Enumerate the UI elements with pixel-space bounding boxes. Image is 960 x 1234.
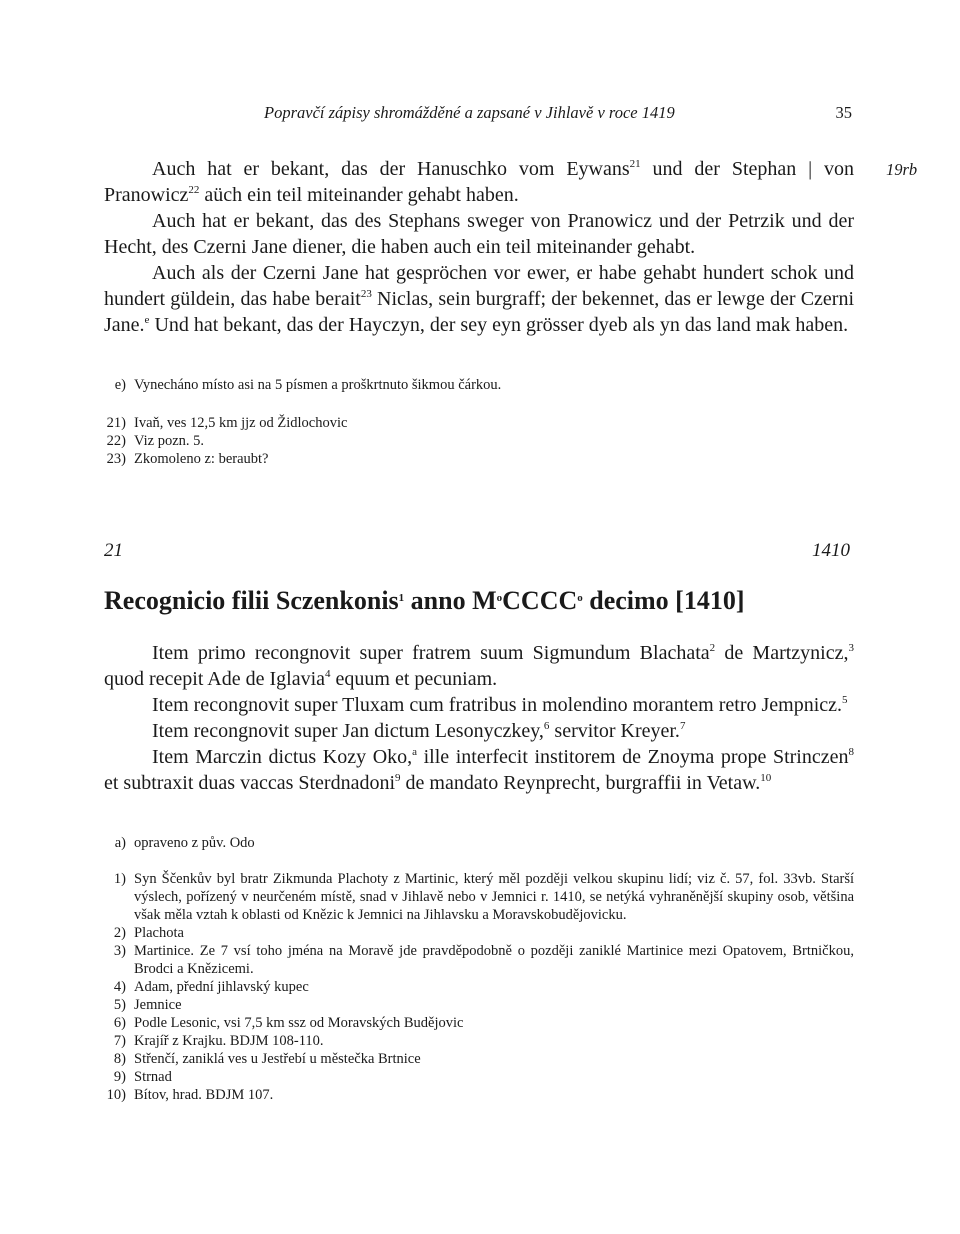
- note-text: Martinice. Ze 7 vsí toho jména na Moravě jde pravděpodobně o později zaniklé Martinice mezi Opatovem, Brtničkou, Brodci a Knězicemi.: [134, 943, 854, 977]
- page-number: 35: [835, 103, 852, 122]
- note-text: opraveno z pův. Odo: [134, 835, 255, 851]
- note-key: 9): [113, 1069, 126, 1085]
- note-row: [98, 376, 854, 394]
- note-text: Adam, přední jihlavský kupec: [134, 979, 309, 995]
- paragraph: Item primo recongnovit super fratrem suum Sigmundum Blachata$^2$ de Martzynicz,$^3$ quod recepit Ade de Iglavia$^4$ equum et pecuniam.: [104, 642, 854, 690]
- footnote-ref: 23: [360, 288, 372, 300]
- note-key: 23): [106, 451, 126, 467]
- note-key: 5): [113, 997, 126, 1013]
- ordinal-marker: o: [577, 592, 583, 604]
- textual-notes: [98, 834, 854, 852]
- entry-number: 21: [104, 540, 123, 561]
- note-row: [98, 432, 854, 450]
- note-row: [98, 924, 854, 942]
- previous-entry-text: [104, 156, 854, 338]
- note-text: Plachota: [134, 925, 184, 941]
- paragraph: Item Marczin dictus Kozy Oko,$^a$ ille interfecit institorem de Znoyma prope Strinczen$^8$ et subtraxit duas vaccas Sterdnadoni$^9$ de mandato Reynprecht, burgraffii in Vetaw.$^{10}$: [104, 746, 854, 794]
- textual-notes: [98, 376, 854, 394]
- note-text: Krajíř z Krajku. BDJM 108-110.: [134, 1033, 324, 1049]
- note-text: Viz pozn. 5.: [134, 433, 205, 449]
- entry-year: 1410: [812, 540, 850, 561]
- footnote-ref: 22: [188, 184, 200, 196]
- note-row: [98, 1086, 854, 1104]
- note-text: Střenčí, zaniklá ves u Jestřebí u městečka Brtnice: [134, 1051, 421, 1067]
- note-key: a): [114, 835, 126, 851]
- note-row: [98, 834, 854, 852]
- note-row: [98, 1014, 854, 1032]
- footnote-ref: 4: [325, 668, 331, 680]
- note-text: Podle Lesonic, vsi 7,5 km ssz od Moravských Budějovic: [134, 1015, 464, 1031]
- paragraph: Item recongnovit super Jan dictum Lesonyczkey,$^6$ servitor Kreyer.$^7$: [152, 720, 686, 742]
- footnote-ref: 8: [848, 746, 854, 758]
- footnote-ref: 21: [629, 158, 641, 170]
- margin-folio-note: 19rb: [886, 160, 918, 179]
- note-key: 10): [106, 1087, 126, 1103]
- note-key: 7): [113, 1033, 126, 1049]
- note-row: [98, 414, 854, 432]
- paragraph: Item recongnovit super Tluxam cum fratribus in molendino morantem retro Jempnicz.$^5$: [152, 694, 848, 716]
- note-text: Syn Ščenkův byl bratr Zikmunda Plachoty z Martinic, který měl později velkou skupinu lidí; viz č. 57, fol. 33vb. Starší výslech, pořízený v neurčeném místě, snad v Jihlavě nebo v Jemnici r. 1410, se netýká vyhraněnější skupiny osob, většina však měla vztah k oblasti od Knězic k Jemnici na Jihlavsku a Moravskobudějovicku.: [134, 871, 854, 923]
- note-row: [98, 450, 854, 468]
- footnote-ref: 2: [709, 642, 716, 654]
- running-title: Popravčí zápisy shromážděné a zapsané v Jihlavě v roce 1419: [264, 103, 675, 122]
- footnote-ref: 5: [842, 694, 848, 706]
- note-row: [98, 1068, 854, 1086]
- note-key: 1): [113, 871, 126, 887]
- paragraph: Auch hat er bekant, das der Hanuschko vom Eywans$^{21}$ und der Stephan | von Pranowicz$^{22}$ aüch ein teil miteinander gehabt haben.: [104, 158, 854, 206]
- footnote-ref: 10: [760, 772, 772, 784]
- note-text: Ivaň, ves 12,5 km jjz od Židlochovic: [134, 415, 348, 431]
- note-key: 22): [106, 433, 126, 449]
- entry-title: Recognicio filii Sczenkonis$^1$ anno $M^oCCCC^o$ decimo [1410]: [104, 586, 745, 615]
- note-row: [98, 996, 854, 1014]
- note-key: e): [114, 377, 126, 393]
- footnote-ref: e: [144, 314, 150, 326]
- note-text: Vynecháno místo asi na 5 písmen a proškrtnuto šikmou čárkou.: [134, 377, 502, 393]
- footnote-ref: 9: [395, 772, 401, 784]
- note-row: [98, 870, 854, 924]
- ordinal-marker: o: [496, 592, 503, 604]
- note-key: 6): [113, 1015, 126, 1031]
- footnote-ref: 7: [679, 720, 686, 732]
- entry-header: [104, 540, 854, 566]
- footnote-ref: 6: [543, 720, 550, 732]
- footnote-ref: 3: [848, 642, 854, 654]
- note-key: 2): [113, 925, 126, 941]
- footnotes: [98, 870, 854, 1104]
- note-key: 21): [106, 415, 126, 431]
- note-row: [98, 1050, 854, 1068]
- note-row: [98, 942, 854, 978]
- paragraph: Auch als der Czerni Jane hat gespröchen vor ewer, er habe gehabt hundert schok und hundert güldein, das habe berait$^{23}$ Niclas, sein burgraff; der bekennet, das er lewge der Czerni Jane.$^e$ Und hat bekant, das der Hayczyn, der sey eyn grösser dyeb als yn das land mak haben.: [104, 262, 855, 336]
- page-header: [104, 103, 854, 133]
- note-row: [98, 978, 854, 996]
- entry-text: [104, 640, 854, 796]
- note-key: 4): [113, 979, 126, 995]
- footnote-ref: 1: [398, 592, 405, 604]
- note-text: Bítov, hrad. BDJM 107.: [134, 1087, 274, 1103]
- note-text: Jemnice: [134, 997, 182, 1013]
- footnote-ref: a: [412, 746, 418, 758]
- paragraph: Auch hat er bekant, das des Stephans sweger von Pranowicz und der Petrzik und der Hecht, des Czerni Jane diener, die haben auch ein teil miteinander gehabt.: [104, 210, 854, 258]
- note-key: 3): [113, 943, 126, 959]
- note-text: Zkomoleno z: beraubt?: [134, 451, 269, 467]
- footnotes: [98, 414, 854, 468]
- note-row: [98, 1032, 854, 1050]
- note-key: 8): [113, 1051, 126, 1067]
- note-text: Strnad: [134, 1069, 172, 1085]
